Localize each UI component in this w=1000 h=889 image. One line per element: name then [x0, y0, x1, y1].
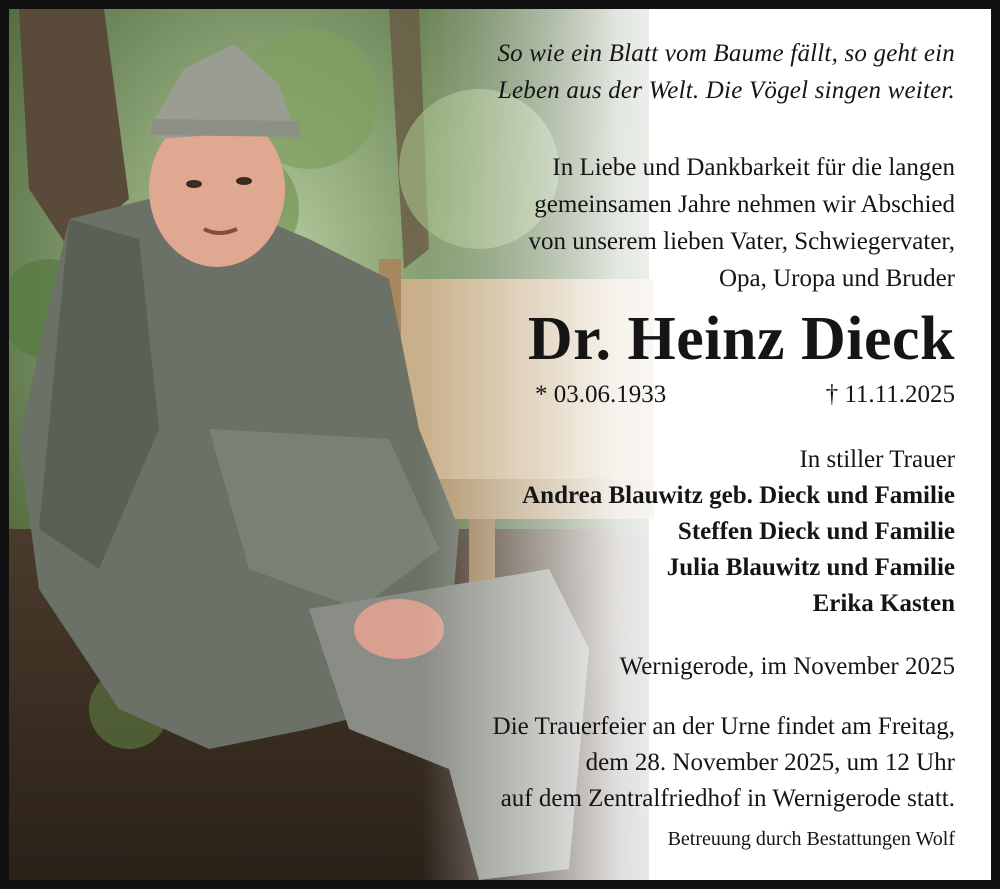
mourner-name: Erika Kasten	[812, 590, 955, 617]
mourning-heading: In stiller Trauer	[799, 446, 955, 473]
birth-date: * 03.06.1933	[535, 381, 667, 408]
intro-line: Opa, Uropa und Bruder	[718, 265, 955, 292]
obituary-notice	[9, 9, 991, 880]
place-date: Wernigerode, im November 2025	[619, 653, 955, 680]
farewell-intro	[528, 149, 955, 297]
service-line: Die Trauerfeier an der Urne findet am Freitag,	[492, 713, 955, 740]
mourners-block	[522, 442, 955, 622]
intro-line: von unserem lieben Vater, Schwiegervater,	[528, 228, 955, 255]
undertaker-credit: Betreuung durch Bestattungen Wolf	[667, 828, 955, 850]
intro-line: gemeinsamen Jahre nehmen wir Abschied	[534, 191, 955, 218]
funeral-service-info	[493, 709, 955, 817]
service-line: auf dem Zentralfriedhof in Wernigerode statt.	[500, 785, 955, 812]
deceased-name: Dr. Heinz Dieck	[527, 305, 955, 373]
mourner-name: Steffen Dieck und Familie	[677, 518, 955, 545]
intro-line: In Liebe und Dankbarkeit für die langen	[552, 154, 955, 181]
quote-line: Leben aus der Welt. Die Vögel singen weiter.	[497, 77, 955, 104]
death-date: † 11.11.2025	[825, 381, 955, 408]
quote-line: So wie ein Blatt vom Baume fällt, so geht ein	[497, 40, 955, 67]
memorial-quote	[497, 35, 955, 109]
mourner-name: Julia Blauwitz und Familie	[666, 554, 955, 581]
mourner-name: Andrea Blauwitz geb. Dieck und Familie	[522, 482, 955, 509]
service-line: dem 28. November 2025, um 12 Uhr	[585, 749, 955, 776]
life-dates	[535, 379, 955, 411]
